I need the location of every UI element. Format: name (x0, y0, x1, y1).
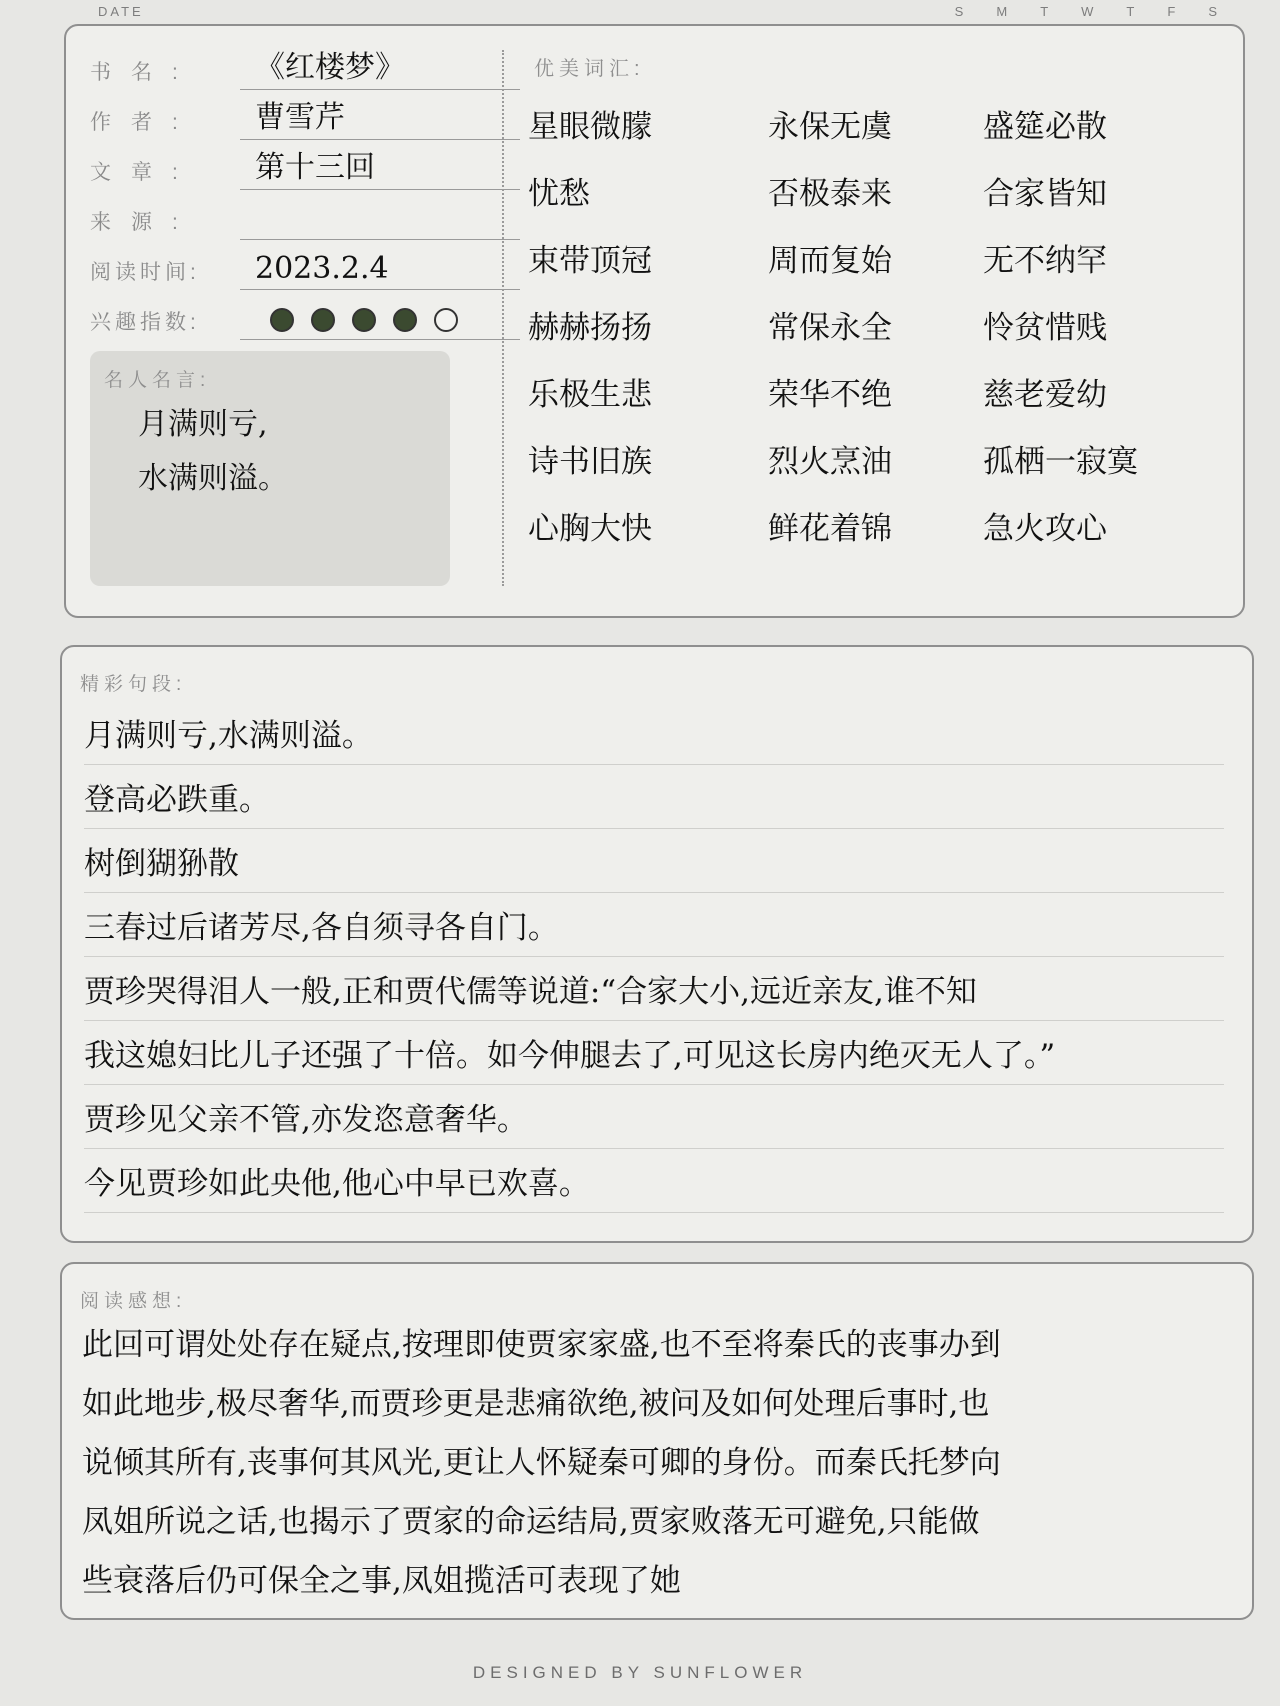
vocab-word: 急火攻心 (983, 511, 1107, 547)
book-info-panel (64, 24, 1245, 618)
vocab-word: 荣华不绝 (768, 377, 892, 413)
dotted-divider (502, 50, 504, 586)
vocab-word: 乐极生悲 (528, 377, 652, 413)
vocab-word: 合家皆知 (983, 176, 1107, 212)
weekday-w: W (1081, 4, 1097, 19)
vocab-word: 否极泰来 (768, 176, 892, 212)
field-value: 2023.2.4 (255, 251, 389, 286)
vocab-word: 盛筵必散 (983, 109, 1107, 145)
field-underline (240, 239, 520, 240)
field-underline (240, 289, 520, 290)
vocab-word: 永保无虞 (768, 109, 892, 145)
passage-line: 今见贾珍如此央他,他心中早已欢喜。 (84, 1149, 1224, 1213)
weekday-m: M (996, 4, 1011, 19)
weekday-s2: S (1208, 4, 1220, 19)
field-underline (240, 89, 520, 90)
reflection-line: 如此地步,极尽奢华,而贾珍更是悲痛欲绝,被问及如何处理后事时,也 (82, 1386, 990, 1422)
weekday-t2: T (1126, 4, 1138, 19)
reflection-line: 说倾其所有,丧事何其风光,更让人怀疑秦可卿的身份。而秦氏托梦向 (82, 1445, 1001, 1481)
vocab-word: 赫赫扬扬 (528, 310, 652, 346)
weekday-f: F (1167, 4, 1179, 19)
reflection-line: 此回可谓处处存在疑点,按理即使贾家家盛,也不至将秦氏的丧事办到 (82, 1327, 1001, 1363)
vocab-word: 孤栖一寂寞 (983, 444, 1138, 480)
interest-rating (270, 308, 458, 332)
vocab-word: 星眼微朦 (528, 109, 652, 145)
field-interest (90, 292, 520, 342)
reflection-line: 些衰落后仍可保全之事,凤姐揽活可表现了她 (82, 1563, 681, 1599)
rating-dot-filled (352, 308, 376, 332)
weekday-s: S (954, 4, 967, 19)
passage-line: 三春过后诸芳尽,各自须寻各自门。 (84, 893, 1224, 957)
vocab-label: 优美词汇: (534, 58, 645, 80)
date-label: DATE (98, 4, 144, 19)
vocab-word: 鲜花着锦 (768, 511, 892, 547)
field-source (90, 192, 520, 242)
quote-line: 水满则溢。 (138, 461, 288, 496)
passage-line: 树倒猢狲散 (84, 829, 1224, 893)
passage-line: 月满则亏,水满则溢。 (84, 701, 1224, 765)
field-underline (240, 189, 520, 190)
weekday-row (955, 4, 1220, 19)
page-header (0, 0, 1280, 24)
field-underline (240, 139, 520, 140)
quote-label: 名人名言: (104, 370, 211, 391)
footer-credit: DESIGNED BY SUNFLOWER (472, 1663, 808, 1682)
rating-dot-empty (434, 308, 458, 332)
vocab-word: 烈火烹油 (768, 444, 892, 480)
passage-line: 贾珍哭得泪人一般,正和贾代儒等说道:“合家大小,远近亲友,谁不知 (84, 957, 1224, 1021)
field-value: 《红楼梦》 (255, 50, 405, 85)
field-label: 来源: (90, 211, 198, 234)
reflection-lines (82, 1312, 1232, 1607)
quote-line: 月满则亏, (138, 407, 268, 442)
field-label: 书名: (90, 61, 198, 84)
weekday-t: T (1040, 4, 1052, 19)
passage-line: 贾珍见父亲不管,亦发恣意奢华。 (84, 1085, 1224, 1149)
vocab-word: 无不纳罕 (983, 243, 1107, 279)
passage-line: 我这媳妇比儿子还强了十倍。如今伸腿去了,可见这长房内绝灭无人了。” (84, 1021, 1224, 1085)
vocab-grid (528, 90, 1218, 559)
quote-box (90, 351, 450, 586)
vocab-word: 周而复始 (768, 243, 892, 279)
vocab-word: 心胸大快 (528, 511, 652, 547)
rating-dot-filled (270, 308, 294, 332)
vocab-word: 诗书旧族 (528, 444, 652, 480)
passages-panel (60, 645, 1254, 1243)
passages-label: 精彩句段: (80, 674, 187, 695)
field-book-title (90, 42, 520, 92)
field-label: 兴趣指数: (90, 311, 200, 334)
rating-dot-filled (393, 308, 417, 332)
field-value: 第十三回 (255, 150, 375, 185)
vocab-word: 忧愁 (528, 176, 590, 212)
vocab-word: 怜贫惜贱 (983, 310, 1107, 346)
reflection-label: 阅读感想: (80, 1291, 187, 1312)
field-author (90, 92, 520, 142)
field-reading-date (90, 242, 520, 292)
reflection-panel (60, 1262, 1254, 1620)
vocab-word: 常保永全 (768, 310, 892, 346)
rating-dot-filled (311, 308, 335, 332)
vocab-word: 慈老爱幼 (983, 377, 1107, 413)
field-label: 阅读时间: (90, 261, 200, 284)
field-label: 作者: (90, 111, 198, 134)
field-value: 曹雪芹 (255, 100, 345, 135)
passage-lines (84, 701, 1224, 1213)
field-underline (240, 339, 520, 340)
reflection-line: 凤姐所说之话,也揭示了贾家的命运结局,贾家败落无可避免,只能做 (82, 1504, 980, 1540)
passage-line: 登高必跌重。 (84, 765, 1224, 829)
field-chapter (90, 142, 520, 192)
field-label: 文章: (90, 161, 198, 184)
vocab-word: 束带顶冠 (528, 243, 652, 279)
